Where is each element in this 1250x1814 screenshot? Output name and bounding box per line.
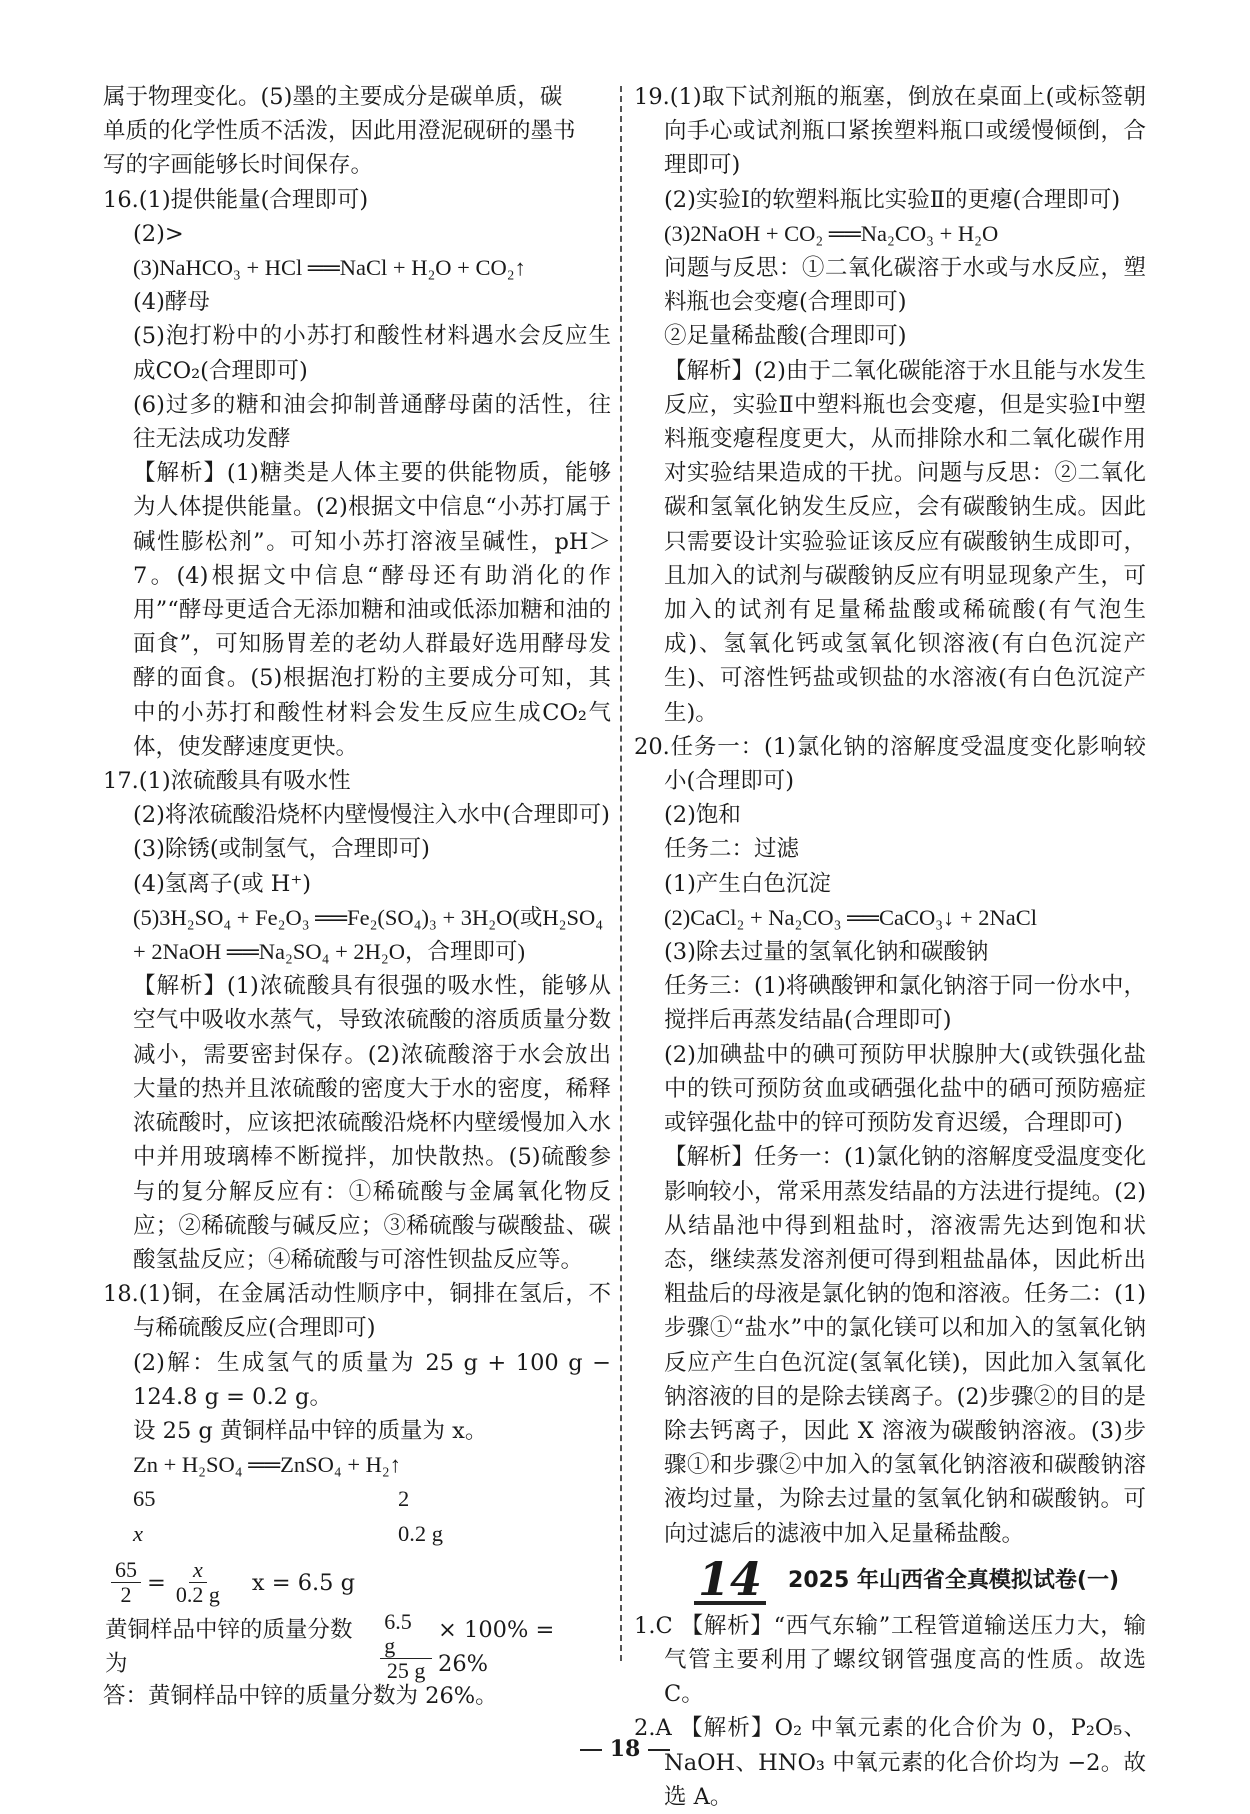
answer-18-2: (2)解：生成氢气的质量为 25 g + 100 g − 124.8 g = 0.2 g。 bbox=[133, 1349, 611, 1410]
fraction bbox=[380, 1610, 432, 1683]
task-3-2: (2)加碘盐中的碘可预防甲状腺肿大(或铁强化盐中的铁可预防贫血或硒强化盐中的硒可预防癌症或锌强化盐中的锌可预防发育迟缓，合理即可) bbox=[664, 1041, 1146, 1137]
answer-1: 1.C 【解析】“西气东输”工程管道输送压力大，输气管主要利用了螺纹钢管强度高的性质。故选 C。 bbox=[634, 1612, 1146, 1708]
answer-16-2: (2)> bbox=[133, 220, 184, 247]
answer-17-2: (2)将浓硫酸沿烧杯内壁慢慢注入水中(合理即可) bbox=[133, 802, 610, 829]
percentage-equation bbox=[103, 1609, 611, 1684]
text-line: 设 25 g 黄铜样品中锌的质量为 x。 bbox=[133, 1417, 488, 1444]
analysis-17: 【解析】(1)浓硫酸具有很强的吸水性，能够从空气中吸收水蒸气，导致浓硫酸的溶质质量分数减小，需要密封保存。(2)浓硫酸溶于水会放出大量的热并且浓硫酸的密度大于水的密度，稀释浓硫酸时，应该把浓硫酸沿烧杯内壁缓慢加入水中并用玻璃棒不断搅拌，加快散热。(5)硫酸参与的复分解反应有：①稀硫酸与金属氧化物反应；②稀硫酸与碱反应；③稀硫酸与碳酸盐、碳酸氢盐反应；④稀硫酸与可溶性钡盐反应等。 bbox=[133, 973, 611, 1273]
answer-19: 19.(1)取下试剂瓶的瓶塞，倒放在桌面上(或标签朝向手心或试剂瓶口紧挨塑料瓶口或缓慢倾倒，合理即可) bbox=[634, 84, 1146, 179]
equation: (5)3H₂SO₄ + Fe₂O₃ ══Fe₂(SO₄)₃ + 3H₂O(或H₂SO₄ + 2NaOH ══Na₂SO₄ + 2H₂O，合理即可) bbox=[133, 904, 604, 965]
numerator: 65 bbox=[111, 1558, 141, 1583]
footer-dash bbox=[648, 1749, 670, 1751]
equals-sign: = bbox=[147, 1569, 166, 1596]
equation: (3)2NaOH + CO₂ ══Na₂CO₃ + H₂O bbox=[664, 220, 999, 246]
text-line: 黄铜样品中锌的质量分数为 bbox=[105, 1616, 353, 1677]
fraction bbox=[111, 1558, 141, 1607]
reflection-2: ②足量稀盐酸(合理即可) bbox=[664, 323, 907, 350]
left-column bbox=[103, 80, 611, 1713]
denominator: 2 bbox=[120, 1582, 132, 1608]
analysis-20: 【解析】任务一：(1)氯化钠的溶解度受温度变化影响较小，常采用蒸发结晶的方法进行提纯。(2)从结晶池中得到粗盐时，溶液需先达到饱和状态，继续蒸发溶剂便可得到粗盐晶体，因此析出粗盐后的母液是氯化钠的饱和溶液。任务二：(1)步骤①“盐水”中的氯化镁可以和加入的氢氧化钠反应产生白色沉淀(氢氧化镁)，因此加入氢氧化钠溶液的目的是除去镁离子。(2)步骤②的目的是除去钙离子，因此 X 溶液为碳酸钠溶液。(3)步骤①和步骤②中加入的氢氧化钠溶液和碳酸钠溶液均过量，为除去过量的氢氧化钠和碳酸钠。可向过滤后的滤液中加入足量稀盐酸。 bbox=[664, 1144, 1146, 1547]
right-column bbox=[634, 80, 1146, 1814]
analysis-19: 【解析】(2)由于二氧化碳能溶于水且能与水发生反应，实验Ⅱ中塑料瓶也会变瘪，但是实验Ⅰ中塑料瓶变瘪程度更大，从而排除水和二氧化碳作用对实验结果造成的干扰。问题与反思：②二氧化碳和氢氧化钠发生反应，会有碳酸钠生成。因此只需要设计实验验证该反应有碳酸钠生成即可，且加入的试剂与碳酸钠反应有明显现象产生，可加入的试剂有足量稀盐酸或稀硫酸(有气泡生成)、氢氧化钙或氢氧化钡溶液(有白色沉淀产生)、可溶性钙盐或钡盐的水溶液(有白色沉淀产生)。 bbox=[664, 357, 1146, 726]
ratio-row bbox=[103, 1482, 611, 1516]
task-2-1: (1)产生白色沉淀 bbox=[664, 870, 831, 897]
denominator: 25 g bbox=[386, 1658, 426, 1684]
task-3: 任务三：(1)将碘酸钾和氯化钠溶于同一份水中，搅拌后再蒸发结晶(合理即可) bbox=[664, 973, 1146, 1034]
equation: Zn + H₂SO₄ ══ZnSO₄ + H₂↑ bbox=[133, 1452, 402, 1478]
answer-16: 16.(1)提供能量(合理即可) bbox=[103, 186, 369, 213]
answer-20-2: (2)饱和 bbox=[664, 802, 741, 829]
answer-16-5: (5)泡打粉中的小苏打和酸性材料遇水会反应生成CO₂(合理即可) bbox=[133, 323, 611, 384]
answer-16-6: (6)过多的糖和油会抑制普通酵母菌的活性，往往无法成功发酵 bbox=[133, 391, 611, 453]
section-title: 2025 年山西省全真模拟试卷(一) bbox=[788, 1567, 1120, 1593]
answer-16-4: (4)酵母 bbox=[133, 289, 210, 316]
text-line: 属于物理变化。(5)墨的主要成分是碳单质，碳 bbox=[103, 84, 563, 110]
answer-20: 20.任务一：(1)氯化钠的溶解度受温度变化影响较小(合理即可) bbox=[634, 733, 1146, 795]
task-2: 任务二：过滤 bbox=[664, 836, 800, 863]
final-answer: 答：黄铜样品中锌的质量分数为 26%。 bbox=[103, 1682, 498, 1709]
text-line: 单质的化学性质不活泼，因此用澄泥砚研的墨书 bbox=[103, 118, 576, 145]
ratio-cell: x bbox=[133, 1520, 143, 1546]
ratio-cell: 2 bbox=[398, 1486, 410, 1512]
ratio-row bbox=[103, 1517, 611, 1551]
result: × 100% = 26% bbox=[438, 1616, 555, 1677]
numerator: x bbox=[189, 1558, 207, 1583]
page-number: 18 bbox=[609, 1736, 641, 1762]
fraction bbox=[172, 1558, 224, 1607]
equation: (2)CaCl₂ + Na₂CO₃ ══CaCO₃↓ + 2NaCl bbox=[664, 904, 1037, 930]
numerator: 6.5 g bbox=[380, 1610, 432, 1659]
text-line: 写的字画能够长时间保存。 bbox=[103, 152, 374, 179]
result: x = 6.5 g bbox=[251, 1569, 356, 1596]
section-number: 14 bbox=[694, 1557, 766, 1605]
page-footer bbox=[0, 1736, 1250, 1762]
answer-18: 18.(1)铜，在金属活动性顺序中，铜排在氢后，不与稀硫酸反应(合理即可) bbox=[103, 1281, 611, 1342]
ratio-cell: 0.2 g bbox=[398, 1520, 443, 1546]
task-2-3: (3)除去过量的氢氧化钠和碳酸钠 bbox=[664, 939, 989, 966]
section-header bbox=[694, 1551, 1146, 1606]
column-divider bbox=[620, 86, 622, 1661]
ratio-cell: 65 bbox=[133, 1486, 156, 1512]
denominator: 0.2 g bbox=[175, 1582, 220, 1608]
answer-19-2: (2)实验Ⅰ的软塑料瓶比实验Ⅱ的更瘪(合理即可) bbox=[664, 186, 1121, 213]
answer-17-4: (4)氢离子(或 H⁺) bbox=[133, 870, 312, 897]
answer-17-3: (3)除锈(或制氢气，合理即可) bbox=[133, 836, 430, 863]
analysis-16: 【解析】(1)糖类是人体主要的供能物质，能够为人体提供能量。(2)根据文中信息“小苏打属于碱性膨松剂”。可知小苏打溶液呈碱性，pH＞7。(4)根据文中信息“酵母还有助消化的作用”“酵母更适合无添加糖和油或低添加糖和油的面食”，可知肠胃差的老幼人群最好选用酵母发酵的面食。(5)根据泡打粉的主要成分可知，其中的小苏打和酸性材料会发生反应生成CO₂气体，使发酵速度更快。 bbox=[133, 460, 611, 760]
proportion-equation bbox=[103, 1551, 611, 1615]
equation: (3)NaHCO₃ + HCl ══NaCl + H₂O + CO₂↑ bbox=[133, 255, 526, 281]
answer-2: 2.A 【解析】O₂ 中氧元素的化合价为 0，P₂O₅、NaOH、HNO₃ 中氧元素的化合价均为 −2。故选 A。 bbox=[634, 1715, 1146, 1810]
footer-dash bbox=[580, 1749, 602, 1751]
reflection: 问题与反思：①二氧化碳溶于水或与水反应，塑料瓶也会变瘪(合理即可) bbox=[664, 255, 1146, 316]
answer-17: 17.(1)浓硫酸具有吸水性 bbox=[103, 768, 351, 795]
